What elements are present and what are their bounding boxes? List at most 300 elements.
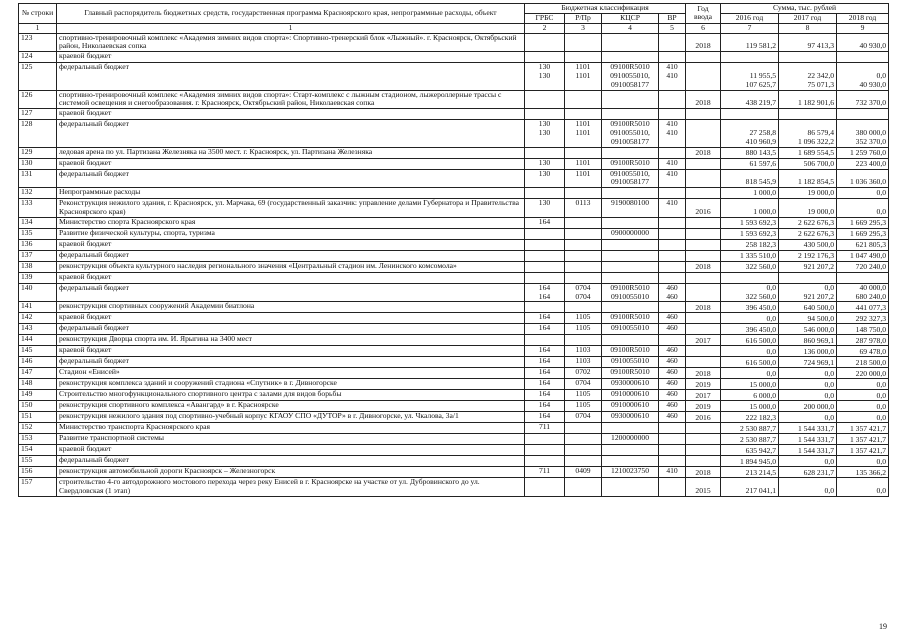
grbs-cell	[525, 188, 565, 199]
kcsr-cell	[602, 33, 659, 52]
year-cell	[686, 272, 721, 283]
rpr-cell	[565, 434, 602, 445]
kcsr-cell: 0930000610	[602, 379, 659, 390]
kcsr-cell	[602, 261, 659, 272]
kcsr-cell	[602, 147, 659, 158]
table-row	[19, 379, 889, 390]
row-number-cell: 137	[19, 250, 57, 261]
vr-cell	[659, 109, 686, 120]
column-index: 5	[659, 23, 686, 33]
kcsr-cell: 1210023750	[602, 467, 659, 478]
column-index-row	[19, 23, 889, 33]
kcsr-cell	[602, 423, 659, 434]
vr-cell	[659, 250, 686, 261]
row-number-cell: 132	[19, 188, 57, 199]
table-row	[19, 272, 889, 283]
kcsr-cell: 0910000610	[602, 390, 659, 401]
rpr-cell	[565, 250, 602, 261]
row-number-cell: 123	[19, 33, 57, 52]
sum-2016-cell: 616 500,0	[721, 357, 779, 368]
kcsr-cell: 0930000610	[602, 412, 659, 423]
grbs-cell: 164	[525, 368, 565, 379]
kcsr-cell: 09100R5010 0910055010, 0910058177	[602, 63, 659, 90]
vr-cell: 460	[659, 401, 686, 412]
row-number-cell: 154	[19, 445, 57, 456]
kcsr-cell: 0910000610	[602, 401, 659, 412]
rpr-cell: 0702	[565, 368, 602, 379]
vr-cell	[659, 434, 686, 445]
table-row	[19, 401, 889, 412]
table-row	[19, 368, 889, 379]
row-name-cell: федеральный бюджет	[57, 283, 525, 302]
year-cell: 2018	[686, 467, 721, 478]
row-name-cell: Министерство спорта Красноярского края	[57, 217, 525, 228]
rpr-cell: 0409	[565, 467, 602, 478]
vr-cell	[659, 33, 686, 52]
row-name-cell: федеральный бюджет	[57, 120, 525, 147]
grbs-cell: 164	[525, 390, 565, 401]
rpr-cell	[565, 445, 602, 456]
grbs-cell	[525, 456, 565, 467]
table-row	[19, 250, 889, 261]
vr-cell: 410 410	[659, 63, 686, 90]
row-number-cell: 130	[19, 158, 57, 169]
year-cell	[686, 283, 721, 302]
sum-2018-cell	[837, 52, 889, 63]
row-number-cell: 149	[19, 390, 57, 401]
table-row	[19, 434, 889, 445]
table-row	[19, 199, 889, 218]
table-row	[19, 158, 889, 169]
rpr-cell: 1101	[565, 169, 602, 188]
year-cell	[686, 158, 721, 169]
column-index: 4	[602, 23, 659, 33]
row-number-cell: 156	[19, 467, 57, 478]
rpr-cell	[565, 109, 602, 120]
rpr-cell: 0704 0704	[565, 283, 602, 302]
sum-2018-cell: 1 047 490,0	[837, 250, 889, 261]
row-name-cell: Непрограммные расходы	[57, 188, 525, 199]
header-year: Год ввода	[686, 4, 721, 24]
table-row	[19, 63, 889, 90]
rpr-cell	[565, 188, 602, 199]
vr-cell: 460 460	[659, 283, 686, 302]
table-row	[19, 120, 889, 147]
table-body	[19, 33, 889, 496]
vr-cell: 410	[659, 169, 686, 188]
kcsr-cell: 1200000000	[602, 434, 659, 445]
rpr-cell: 0704	[565, 412, 602, 423]
kcsr-cell	[602, 335, 659, 346]
row-name-cell: федеральный бюджет	[57, 324, 525, 335]
header-rpr: Р/Пр	[565, 13, 602, 23]
row-name-cell: Развитие транспортной системы	[57, 434, 525, 445]
table-row	[19, 456, 889, 467]
grbs-cell: 164	[525, 313, 565, 324]
row-name-cell: Развитие физической культуры, спорта, туризма	[57, 228, 525, 239]
row-number-cell: 151	[19, 412, 57, 423]
rpr-cell	[565, 456, 602, 467]
row-name-cell: реконструкция Дворца спорта им. И. Ярыгина на 3400 мест	[57, 335, 525, 346]
kcsr-cell: 09100R5010	[602, 346, 659, 357]
sum-2018-cell: 1 669 295,3	[837, 217, 889, 228]
sum-2018-cell: 223 400,0	[837, 158, 889, 169]
rpr-cell	[565, 228, 602, 239]
year-cell: 2018	[686, 261, 721, 272]
sum-2018-cell: 135 366,2	[837, 467, 889, 478]
column-index: 1	[19, 23, 57, 33]
grbs-cell	[525, 147, 565, 158]
year-cell	[686, 324, 721, 335]
year-cell	[686, 120, 721, 147]
header-2017: 2017 год	[779, 13, 837, 23]
vr-cell	[659, 188, 686, 199]
row-name-cell: краевой бюджет	[57, 158, 525, 169]
rpr-cell	[565, 478, 602, 497]
row-name-cell: краевой бюджет	[57, 52, 525, 63]
rpr-cell: 1103	[565, 357, 602, 368]
sum-2018-cell	[837, 109, 889, 120]
vr-cell: 410	[659, 199, 686, 218]
year-cell: 2018	[686, 302, 721, 313]
header-sum: Сумма, тыс. рублей	[721, 4, 889, 14]
sum-2017-cell: 0,0	[779, 390, 837, 401]
kcsr-cell: 0900000000	[602, 228, 659, 239]
rpr-cell	[565, 302, 602, 313]
sum-2017-cell: 1 182 901,6	[779, 90, 837, 109]
row-number-cell: 129	[19, 147, 57, 158]
row-number-cell: 157	[19, 478, 57, 497]
grbs-cell	[525, 261, 565, 272]
vr-cell: 460	[659, 346, 686, 357]
header-vr: ВР	[659, 13, 686, 23]
row-number-cell: 153	[19, 434, 57, 445]
grbs-cell: 130	[525, 169, 565, 188]
vr-cell: 460	[659, 357, 686, 368]
grbs-cell: 130 130	[525, 120, 565, 147]
sum-2016-cell: 396 450,0	[721, 324, 779, 335]
row-name-cell: федеральный бюджет	[57, 169, 525, 188]
row-number-cell: 155	[19, 456, 57, 467]
sum-2017-cell: 430 500,0	[779, 239, 837, 250]
vr-cell: 410 410	[659, 120, 686, 147]
row-number-cell: 138	[19, 261, 57, 272]
sum-2018-cell: 732 370,0	[837, 90, 889, 109]
table-row	[19, 467, 889, 478]
sum-2016-cell: 2 530 887,7	[721, 434, 779, 445]
row-number-cell: 142	[19, 313, 57, 324]
row-name-cell: строительство 4-го автодорожного мостового перехода через реку Енисей в г. Красноярске на участке от ул. Дубровинского до ул. Свердловская (1 этап)	[57, 478, 525, 497]
table-row	[19, 261, 889, 272]
sum-2017-cell: 2 192 176,3	[779, 250, 837, 261]
kcsr-cell	[602, 90, 659, 109]
sum-2016-cell: 1 000,0	[721, 199, 779, 218]
table-row	[19, 445, 889, 456]
vr-cell: 460	[659, 324, 686, 335]
year-cell: 2019	[686, 379, 721, 390]
sum-2016-cell: 0,0	[721, 368, 779, 379]
row-name-cell: спортивно-тренировочный комплекс «Академия зимних видов спорта»: Спортивно-тренерский блок «Лыжный». г. Красноярск, Октябрьский район, Николаевская сопка	[57, 33, 525, 52]
kcsr-cell	[602, 456, 659, 467]
rpr-cell	[565, 261, 602, 272]
table-row	[19, 346, 889, 357]
table-row	[19, 390, 889, 401]
sum-2017-cell: 724 969,1	[779, 357, 837, 368]
header-grbs: ГРБС	[525, 13, 565, 23]
row-name-cell: Реконструкция нежилого здания, г. Красноярск, ул. Марчака, 69 (государственный заказчик: управление делами Губернатора и Правительства Красноярского края)	[57, 199, 525, 218]
table-row	[19, 313, 889, 324]
rpr-cell: 1105	[565, 390, 602, 401]
sum-2017-cell: 0,0 921 207,2	[779, 283, 837, 302]
row-name-cell: реконструкция комплекса зданий и сооружений стадиона «Спутник» в г. Дивногорске	[57, 379, 525, 390]
sum-2016-cell: 0,0	[721, 313, 779, 324]
year-cell	[686, 346, 721, 357]
grbs-cell	[525, 272, 565, 283]
vr-cell	[659, 302, 686, 313]
sum-2017-cell: 0,0	[779, 379, 837, 390]
kcsr-cell	[602, 52, 659, 63]
sum-2018-cell: 0,0	[837, 199, 889, 218]
kcsr-cell	[602, 478, 659, 497]
vr-cell	[659, 445, 686, 456]
row-name-cell: федеральный бюджет	[57, 357, 525, 368]
rpr-cell	[565, 239, 602, 250]
vr-cell	[659, 90, 686, 109]
grbs-cell: 164	[525, 412, 565, 423]
sum-2018-cell: 0,0	[837, 478, 889, 497]
sum-2017-cell: 0,0	[779, 412, 837, 423]
header-2016: 2016 год	[721, 13, 779, 23]
sum-2018-cell: 0,0 40 930,0	[837, 63, 889, 90]
sum-2016-cell	[721, 272, 779, 283]
sum-2018-cell: 720 240,0	[837, 261, 889, 272]
sum-2016-cell: 396 450,0	[721, 302, 779, 313]
sum-2017-cell: 1 544 331,7	[779, 423, 837, 434]
sum-2018-cell: 1 357 421,7	[837, 434, 889, 445]
sum-2017-cell: 506 700,0	[779, 158, 837, 169]
sum-2016-cell: 213 214,5	[721, 467, 779, 478]
rpr-cell: 1101	[565, 158, 602, 169]
sum-2017-cell: 0,0	[779, 456, 837, 467]
grbs-cell: 164	[525, 217, 565, 228]
row-name-cell: краевой бюджет	[57, 445, 525, 456]
table-row	[19, 412, 889, 423]
row-number-cell: 133	[19, 199, 57, 218]
row-name-cell: федеральный бюджет	[57, 63, 525, 90]
row-name-cell: реконструкция автомобильной дороги Красноярск – Железногорск	[57, 467, 525, 478]
row-number-cell: 124	[19, 52, 57, 63]
row-number-cell: 141	[19, 302, 57, 313]
year-cell	[686, 357, 721, 368]
year-cell	[686, 423, 721, 434]
kcsr-cell	[602, 250, 659, 261]
row-number-cell: 152	[19, 423, 57, 434]
kcsr-cell: 0910055010	[602, 357, 659, 368]
year-cell	[686, 239, 721, 250]
sum-2018-cell: 1 259 760,0	[837, 147, 889, 158]
sum-2017-cell: 86 579,4 1 096 322,2	[779, 120, 837, 147]
sum-2016-cell: 11 955,5 107 625,7	[721, 63, 779, 90]
sum-2018-cell: 0,0	[837, 379, 889, 390]
sum-2018-cell: 441 077,3	[837, 302, 889, 313]
year-cell	[686, 217, 721, 228]
year-cell	[686, 63, 721, 90]
row-name-cell: Стадион «Енисей»	[57, 368, 525, 379]
vr-cell	[659, 217, 686, 228]
rpr-cell: 0113	[565, 199, 602, 218]
grbs-cell: 164	[525, 379, 565, 390]
year-cell	[686, 52, 721, 63]
grbs-cell: 130 130	[525, 63, 565, 90]
vr-cell	[659, 272, 686, 283]
row-number-cell: 126	[19, 90, 57, 109]
kcsr-cell	[602, 239, 659, 250]
year-cell: 2018	[686, 90, 721, 109]
row-name-cell: краевой бюджет	[57, 109, 525, 120]
sum-2016-cell: 818 545,9	[721, 169, 779, 188]
row-name-cell: краевой бюджет	[57, 346, 525, 357]
kcsr-cell	[602, 109, 659, 120]
sum-2016-cell: 0,0	[721, 346, 779, 357]
year-cell	[686, 169, 721, 188]
kcsr-cell: 09100R5010 0910055010	[602, 283, 659, 302]
table-row	[19, 188, 889, 199]
rpr-cell	[565, 147, 602, 158]
sum-2016-cell: 61 597,6	[721, 158, 779, 169]
row-number-cell: 135	[19, 228, 57, 239]
year-cell: 2018	[686, 147, 721, 158]
row-number-cell: 150	[19, 401, 57, 412]
column-index: 1	[57, 23, 525, 33]
sum-2017-cell: 97 413,3	[779, 33, 837, 52]
header-kcsr: КЦСР	[602, 13, 659, 23]
vr-cell	[659, 147, 686, 158]
year-cell	[686, 434, 721, 445]
row-name-cell: спортивно-тренировочный комплекс «Академия зимних видов спорта»: Старт-комплекс с лыжным стадионом, лыжероллерные трассы с системой освещения и снегообразования. г. Красноярск, Октябрьский район, Николаевская сопка	[57, 90, 525, 109]
row-number-cell: 125	[19, 63, 57, 90]
grbs-cell	[525, 109, 565, 120]
sum-2017-cell: 640 500,0	[779, 302, 837, 313]
rpr-cell	[565, 52, 602, 63]
sum-2018-cell: 380 000,0 352 370,0	[837, 120, 889, 147]
grbs-cell	[525, 335, 565, 346]
sum-2017-cell: 0,0	[779, 368, 837, 379]
row-name-cell: реконструкция спортивного комплекса «Авангард» в г. Красноярске	[57, 401, 525, 412]
sum-2018-cell: 40 930,0	[837, 33, 889, 52]
sum-2016-cell: 0,0 322 560,0	[721, 283, 779, 302]
vr-cell	[659, 228, 686, 239]
row-name-cell: реконструкция спортивных сооружений Академии биатлона	[57, 302, 525, 313]
sum-2018-cell: 40 000,0 680 240,0	[837, 283, 889, 302]
grbs-cell: 711	[525, 467, 565, 478]
table-row	[19, 169, 889, 188]
vr-cell	[659, 423, 686, 434]
column-index: 6	[686, 23, 721, 33]
page-number: 19	[879, 622, 887, 631]
rpr-cell: 1105	[565, 313, 602, 324]
row-number-cell: 146	[19, 357, 57, 368]
sum-2017-cell: 200 000,0	[779, 401, 837, 412]
kcsr-cell	[602, 217, 659, 228]
sum-2017-cell: 921 207,2	[779, 261, 837, 272]
row-name-cell: реконструкция нежилого здания под спортивно-учебный корпус КГАОУ СПО «ДУТОР» в г. Дивногорске, ул. Чкалова, 3а/1	[57, 412, 525, 423]
table-row	[19, 147, 889, 158]
rpr-cell: 1103	[565, 346, 602, 357]
budget-table	[18, 3, 889, 497]
year-cell: 2019	[686, 401, 721, 412]
table-header	[19, 4, 889, 34]
sum-2018-cell: 0,0	[837, 412, 889, 423]
vr-cell	[659, 239, 686, 250]
grbs-cell: 164	[525, 346, 565, 357]
row-number-cell: 147	[19, 368, 57, 379]
vr-cell	[659, 52, 686, 63]
kcsr-cell	[602, 188, 659, 199]
sum-2016-cell: 258 182,3	[721, 239, 779, 250]
rpr-cell	[565, 335, 602, 346]
sum-2016-cell: 222 182,3	[721, 412, 779, 423]
sum-2018-cell: 287 978,0	[837, 335, 889, 346]
sum-2017-cell: 2 622 676,3	[779, 217, 837, 228]
sum-2016-cell: 1 335 510,0	[721, 250, 779, 261]
kcsr-cell: 09100R5010	[602, 368, 659, 379]
sum-2016-cell: 6 000,0	[721, 390, 779, 401]
sum-2017-cell: 1 544 331,7	[779, 434, 837, 445]
kcsr-cell: 09100R5010	[602, 313, 659, 324]
sum-2018-cell: 148 750,0	[837, 324, 889, 335]
table-row	[19, 302, 889, 313]
kcsr-cell	[602, 272, 659, 283]
vr-cell	[659, 335, 686, 346]
grbs-cell	[525, 445, 565, 456]
year-cell	[686, 445, 721, 456]
column-index: 7	[721, 23, 779, 33]
table-row	[19, 228, 889, 239]
vr-cell	[659, 478, 686, 497]
row-number-cell: 144	[19, 335, 57, 346]
row-number-cell: 131	[19, 169, 57, 188]
grbs-cell	[525, 478, 565, 497]
sum-2016-cell: 217 041,1	[721, 478, 779, 497]
sum-2016-cell: 880 143,5	[721, 147, 779, 158]
sum-2016-cell: 1 894 945,0	[721, 456, 779, 467]
grbs-cell	[525, 250, 565, 261]
kcsr-cell	[602, 302, 659, 313]
row-name-cell: краевой бюджет	[57, 313, 525, 324]
row-name-cell: Строительство многофункционального спортивного центра с залами для видов борьбы	[57, 390, 525, 401]
row-name-cell: реконструкция объекта культурного наследия регионального значения «Центральный стадион им. Ленинского комсомола»	[57, 261, 525, 272]
vr-cell: 410	[659, 158, 686, 169]
sum-2018-cell: 218 500,0	[837, 357, 889, 368]
grbs-cell: 711	[525, 423, 565, 434]
year-cell: 2016	[686, 412, 721, 423]
rpr-cell	[565, 33, 602, 52]
rpr-cell	[565, 272, 602, 283]
rpr-cell: 1101 1101	[565, 120, 602, 147]
vr-cell: 460	[659, 313, 686, 324]
grbs-cell: 130	[525, 199, 565, 218]
grbs-cell: 164	[525, 401, 565, 412]
sum-2016-cell: 322 560,0	[721, 261, 779, 272]
row-number-cell: 140	[19, 283, 57, 302]
sum-2017-cell: 1 544 331,7	[779, 445, 837, 456]
sum-2017-cell	[779, 109, 837, 120]
sum-2017-cell: 136 000,0	[779, 346, 837, 357]
sum-2017-cell	[779, 272, 837, 283]
rpr-cell	[565, 90, 602, 109]
sum-2016-cell: 15 000,0	[721, 401, 779, 412]
sum-2016-cell: 1 593 692,3	[721, 228, 779, 239]
